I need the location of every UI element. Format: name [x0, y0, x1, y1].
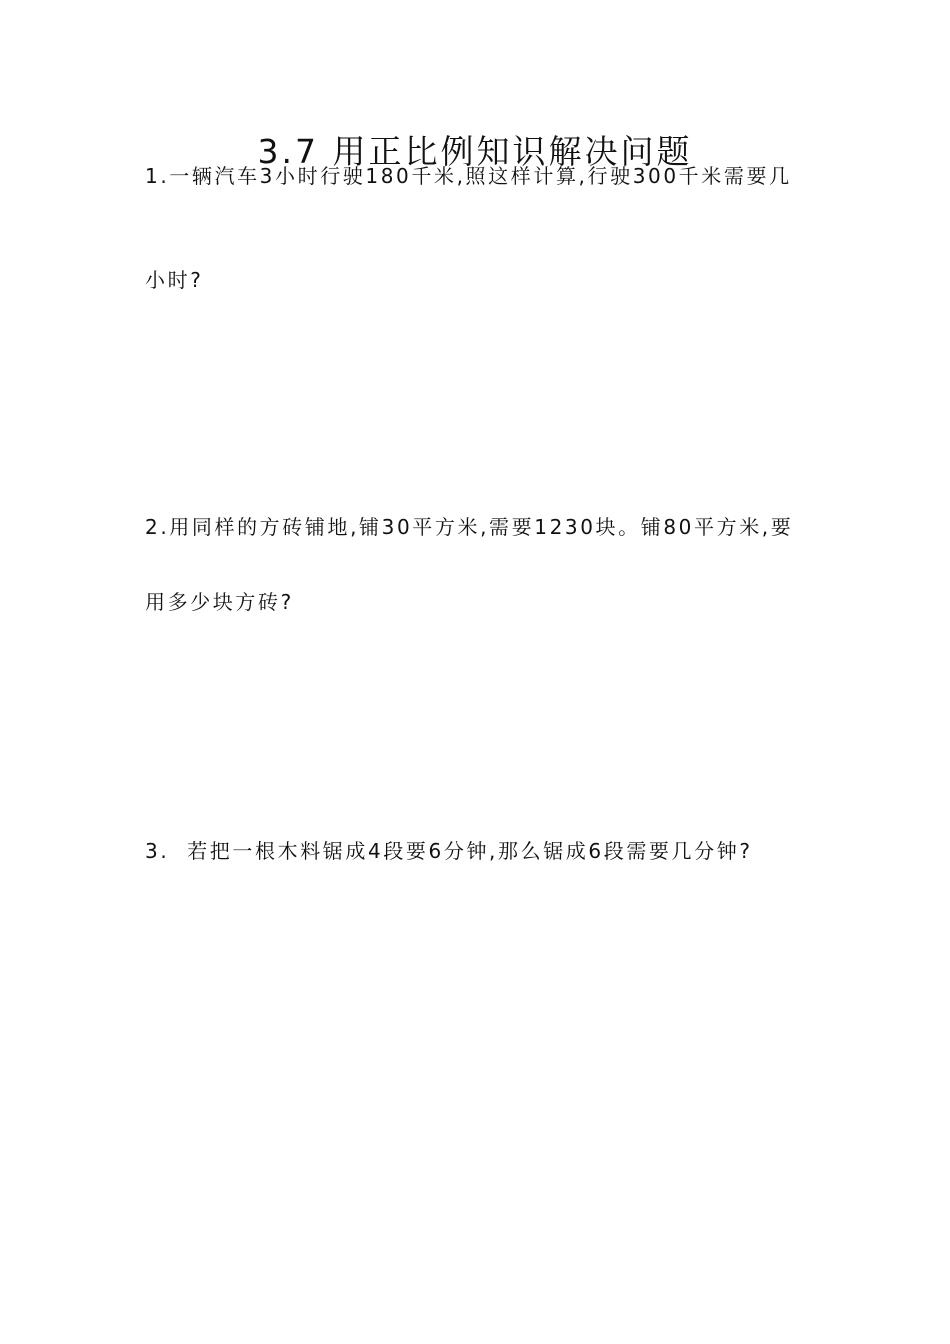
question-3-line-1: 3. 若把一根木料锯成4段要6分钟,那么锯成6段需要几分钟? [145, 839, 753, 863]
question-1-line-2: 小时? [145, 268, 204, 292]
question-2-line-1: 2.用同样的方砖铺地,铺30平方米,需要1230块。铺80平方米,要 [145, 515, 794, 539]
question-2-line-2: 用多少块方砖? [145, 590, 294, 614]
question-1-line-1: 1.一辆汽车3小时行驶180千米,照这样计算,行驶300千米需要几 [145, 164, 792, 188]
page-title: 3.7 用正比例知识解决问题 [257, 132, 693, 171]
